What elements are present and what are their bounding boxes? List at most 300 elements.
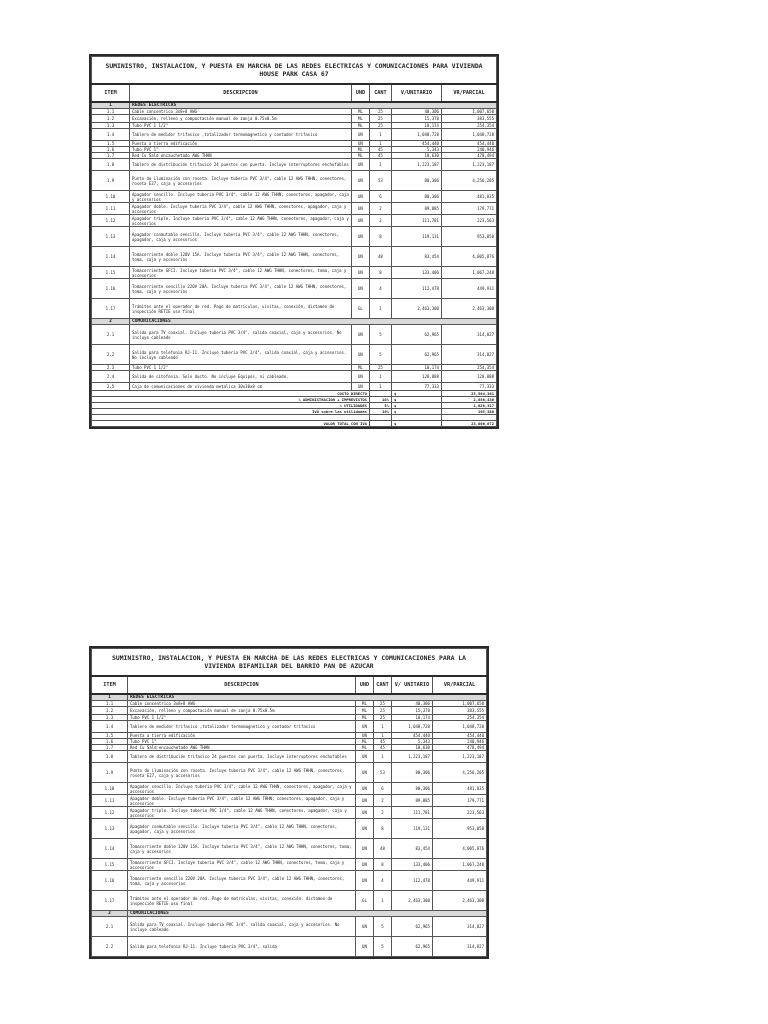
item-description: Punto de iluminación con roseta. Incluye tuberia PVC 3/4", cable 12 AWG THHN, conectores, roseta E27, caja y accesorios [130,171,352,191]
item-subtotal: 179,771 [432,795,486,807]
item-subtotal: 454,440 [432,733,486,739]
item-unit-price: 62,965 [391,917,432,937]
item-quantity: 8 [369,267,391,279]
item-number: 1.2 [92,115,130,123]
item-unit: UN [351,215,369,227]
table-row [92,191,497,203]
item-unit-price: 112,478 [391,279,441,299]
column-header-vparc: VR/PARCIAL [441,84,496,102]
sheet-title: SUMINISTRO, INSTALACION, Y PUESTA EN MARCHA DE LAS REDES ELECTRICAS Y COMUNICACIONES PARA LA VIVIENDA BIFAMILIAR DEL BARRIO PAN DE AZUCAR [92,649,487,677]
item-number: 1.15 [92,267,130,279]
table-row [92,267,497,279]
section-number: 1 [92,694,128,701]
item-description: Puesta a tierra edificación [128,733,356,739]
item-quantity: 5 [373,937,391,957]
item-description: Tubo PVC 1 1/2" [130,365,352,371]
item-unit-price: 10,174 [391,123,441,129]
item-number: 2.2 [92,937,128,957]
item-unit-price: 80,306 [391,763,432,783]
table-row [92,937,487,957]
item-unit-price: 15,378 [391,707,432,715]
item-description: Trámites ante el operador de red. Pago de matrículas, visitas, conexión, dictamen de inspección RETIE uso final [130,299,352,319]
item-subtotal: 4,005,876 [441,247,496,267]
totals-currency: $ [391,409,441,415]
item-unit-price: 133,406 [391,859,432,871]
item-number: 1.9 [92,171,130,191]
item-unit-price: 83,454 [391,839,432,859]
item-unit-price: 454,440 [391,141,441,147]
item-subtotal: 481,835 [441,191,496,203]
item-quantity: 1 [373,721,391,733]
item-unit-price: 10,174 [391,715,432,721]
item-description: Tomacorriente GFCI. Incluye tuberia PVC 3/4", cable 12 AWG THHN, conectores, toma, caja y accesorios [130,267,352,279]
item-unit-price: 10,630 [391,745,432,751]
item-description: Apagador triple. Incluye tuberia PVC 3/4", cable 12 AWG THHN, conectores, apagador, caja y accesorios [128,807,356,819]
item-quantity: 6 [373,783,391,795]
item-description: Tomacorriente doble 120V 15A. Incluye tuberia PVC 3/4", cable 12 AWG THHN, conectores, toma, caja y accesorios [130,247,352,267]
item-unit-price: 15,378 [391,115,441,123]
item-quantity: 45 [373,739,391,745]
item-quantity: 8 [373,859,391,871]
item-unit-price: 119,131 [391,227,441,247]
item-subtotal: 449,911 [432,871,486,891]
item-unit-price: 5,343 [391,147,441,153]
item-description: Punto de iluminación con roseta. Incluye tuberia PVC 3/4", cable 12 AWG THHN, conectores, roseta E27, caja y accesorios [128,763,356,783]
item-unit: ML [351,147,369,153]
item-subtotal: 223,563 [432,807,486,819]
table-row [92,707,487,715]
item-unit: UN [351,279,369,299]
item-quantity: 53 [369,171,391,191]
item-description: Tubo PVC 1 1/2" [130,123,352,129]
title-row [92,57,497,85]
item-subtotal: 1,048,728 [441,129,496,141]
item-unit: GL [351,299,369,319]
item-number: 1.3 [92,715,128,721]
item-description: Tablero de medidor trifasico ,totalizador termomagnetico y contador trifasico [130,129,352,141]
item-quantity: 1 [369,159,391,171]
totals-currency: $ [391,391,441,397]
item-unit: UN [355,733,373,739]
table-row [92,859,487,871]
item-unit-price: 80,306 [391,191,441,203]
item-number: 1.2 [92,707,128,715]
item-number: 1.16 [92,279,130,299]
item-unit: ML [355,701,373,707]
item-description: Excavación, relleno y compactación manual de zanja 0.75x0.5m [128,707,356,715]
table-row [92,129,497,141]
item-unit: UN [355,783,373,795]
column-header-und: UND [351,84,369,102]
item-unit: UN [355,819,373,839]
item-description: Trámites ante el operador de red. Pago de matrículas, visitas, conexión, dictamen de inspección RETIE uso final [128,891,356,911]
item-number: 1.10 [92,783,128,795]
item-quantity: 1 [369,141,391,147]
item-description: Tomacorriente sencillo 220V 20A. Incluye tuberia PVC 3/4", cable 12 AWG THHN, conectores, toma, caja y accesorios [128,871,356,891]
item-unit-price: 77,333 [391,383,441,391]
table-row [92,345,497,365]
column-header-cant: CANT [373,676,391,694]
item-subtotal: 1,007,650 [432,701,486,707]
item-unit-price: 62,965 [391,325,441,345]
table-row [92,159,497,171]
sheet-title: SUMINISTRO, INSTALACION, Y PUESTA EN MARCHA DE LAS REDES ELECTRICAS Y COMUNICACIONES PARA VIVIENDA HOUSE PARK CASA 67 [92,57,497,85]
item-description: Tomacorriente sencillo 220V 20A. Incluye tuberia PVC 3/4", cable 12 AWG THHN, conectores, toma, caja y accesorios [130,279,352,299]
item-number: 1.7 [92,745,128,751]
item-number: 2.5 [92,383,130,391]
table-row [92,839,487,859]
item-subtotal: 2,463,300 [441,299,496,319]
header-row [92,84,497,102]
table-row [92,783,487,795]
item-subtotal: 478,494 [441,153,496,159]
item-quantity: 25 [369,115,391,123]
item-quantity: 1 [373,733,391,739]
item-number: 1.6 [92,147,130,153]
budget-sheet-1 [89,54,499,429]
item-number: 2.1 [92,917,128,937]
item-unit: UN [351,141,369,147]
item-description: Apagador triple. Incluye tuberia PVC 3/4", cable 12 AWG THHN, conectores, apagador, caja y accesorios [130,215,352,227]
totals-percent: 5% [369,403,391,409]
item-description: Tomacorriente GFCI. Incluye tuberia PVC 3/4", cable 12 AWG THHN, conectores, toma, caja y accesorios [128,859,356,871]
item-number: 2.2 [92,345,130,365]
item-description: Salida para TV coaxial. Incluye tuberia PVC 3/4", salida coaxial, caja y accesorios. No incluye cableado [130,325,352,345]
item-unit-price: 133,406 [391,267,441,279]
item-quantity: 25 [373,715,391,721]
item-unit-price: 119,131 [391,819,432,839]
table-row [92,325,497,345]
item-description: Salida para TV coaxial. Incluye tuberia PVC 3/4", salida coaxial, caja y accesorios. No incluye cableado [128,917,356,937]
item-number: 1.14 [92,839,128,859]
item-subtotal: 240,946 [432,739,486,745]
item-unit-price: 128,888 [391,371,441,383]
item-unit-price: 5,343 [391,739,432,745]
item-unit-price: 80,306 [391,171,441,191]
item-description: Red Cu Sald encauchetado AWG THHN [128,745,356,751]
item-subtotal: 383,555 [441,115,496,123]
header-row [92,676,487,694]
item-unit: UN [355,721,373,733]
item-number: 2.4 [92,371,130,383]
item-unit: UN [351,191,369,203]
table-row [92,171,497,191]
totals-percent: 10% [369,397,391,403]
item-unit: ML [355,739,373,745]
item-unit-price: 2,463,300 [391,299,441,319]
item-quantity: 4 [369,279,391,299]
column-header-desc: DESCRIPCION [128,676,356,694]
item-description: Cable concentrico 3x8+8 AWG [128,701,356,707]
item-unit-price: 83,454 [391,247,441,267]
item-number: 1.12 [92,807,128,819]
item-unit-price: 1,223,187 [391,159,441,171]
table-row [92,371,497,383]
item-number: 2.1 [92,325,130,345]
totals-label: VALOR TOTAL CON IVA [92,421,370,427]
item-quantity: 2 [369,203,391,215]
item-number: 2.3 [92,365,130,371]
item-subtotal: 254,354 [441,365,496,371]
column-header-cant: CANT [369,84,391,102]
item-number: 1.15 [92,859,128,871]
item-number: 1.3 [92,123,130,129]
item-unit-price: 10,630 [391,153,441,159]
item-subtotal: 4,256,205 [441,171,496,191]
table-row [92,203,497,215]
item-number: 1.14 [92,247,130,267]
item-number: 1.11 [92,795,128,807]
table-row [92,871,487,891]
item-number: 1.4 [92,129,130,141]
item-number: 1.1 [92,109,130,115]
item-quantity: 1 [369,371,391,383]
table-row [92,819,487,839]
item-number: 1.4 [92,721,128,733]
item-quantity: 25 [369,109,391,115]
item-quantity: 45 [369,153,391,159]
item-quantity: 2 [373,795,391,807]
item-unit: UN [355,917,373,937]
item-unit: UN [351,159,369,171]
item-quantity: 25 [369,365,391,371]
column-header-vparc: VR/PARCIAL [432,676,486,694]
item-quantity: 48 [373,839,391,859]
item-unit-price: 1,223,187 [391,751,432,763]
item-description: Tubo PVC 1" [130,147,352,153]
item-quantity: 45 [369,147,391,153]
item-subtotal: 953,050 [432,819,486,839]
item-quantity: 2 [369,215,391,227]
item-subtotal: 314,827 [441,325,496,345]
column-header-desc: DESCRIPCION [130,84,352,102]
item-unit-price: 62,965 [391,345,441,365]
item-description: Salida para telefonia RJ-11. Incluye tuberia PVC 3/4", salida coaxial, caja y accesorios. No incluye cableado [130,345,352,365]
item-unit: UN [351,345,369,365]
item-subtotal: 254,354 [432,715,486,721]
table-row [92,115,497,123]
item-number: 1.16 [92,871,128,891]
item-unit-price: 1,048,728 [391,721,432,733]
item-unit-price: 40,306 [391,109,441,115]
item-unit: UN [351,371,369,383]
item-subtotal: 1,048,728 [432,721,486,733]
item-unit: UN [351,129,369,141]
item-quantity: 1 [369,129,391,141]
item-unit: ML [355,715,373,721]
item-description: Apagador conmutable sencillo. Incluye tuberia PVC 3/4", cable 12 AWG THHN, conectores, apagador, caja y accesorios [130,227,352,247]
item-unit-price: 112,478 [391,871,432,891]
column-header-item: ITEM [92,676,128,694]
item-description: Caja de comunicaciones de vivienda metalica 30x30x8 cm [130,383,352,391]
item-quantity: 53 [373,763,391,783]
item-unit-price: 62,965 [391,937,432,957]
item-subtotal: 1,067,248 [432,859,486,871]
item-description: Puesta a tierra edificación [130,141,352,147]
item-number: 1.13 [92,227,130,247]
totals-percent: 19% [369,409,391,415]
item-unit-price: 89,885 [391,203,441,215]
item-quantity: 5 [369,325,391,345]
budget-table [91,56,497,427]
item-description: Apagador sencillo. Incluye tuberia PVC 3/4", cable 12 AWG THHN, conectores, apagador, caja y accesorios [130,191,352,203]
section-number: 2 [92,319,130,325]
item-subtotal: 1,223,187 [441,159,496,171]
item-unit: UN [355,937,373,957]
table-row [92,383,497,391]
item-unit: UN [355,839,373,859]
item-unit: UN [351,171,369,191]
item-number: 1.9 [92,763,128,783]
item-subtotal: 481,835 [432,783,486,795]
title-row [92,649,487,677]
item-unit-price: 111,781 [391,807,432,819]
item-unit-price: 10,174 [391,365,441,371]
item-number: 1.13 [92,819,128,839]
item-unit: GL [355,891,373,911]
table-row [92,227,497,247]
section-label: COMUNICACIONES [128,911,487,917]
totals-currency: $ [391,397,441,403]
item-unit: ML [355,707,373,715]
item-unit: ML [351,115,369,123]
totals-label: IVA sobre las utilidades [92,409,370,415]
table-row [92,721,487,733]
budget-table [91,648,487,957]
item-quantity: 45 [373,745,391,751]
item-subtotal: 454,440 [441,141,496,147]
item-description: Apagador doble. Incluye tuberia PVC 3/4", cable 12 AWG THHN, conectores, apagador, caja y accesorios [128,795,356,807]
item-quantity: 25 [373,707,391,715]
item-number: 1.10 [92,191,130,203]
totals-value: 1,028,317 [441,403,496,409]
totals-currency: $ [391,421,441,427]
table-row [92,917,487,937]
item-unit-price: 1,048,728 [391,129,441,141]
item-unit: ML [351,109,369,115]
item-unit: UN [355,751,373,763]
item-unit: UN [351,227,369,247]
item-unit-price: 40,306 [391,701,432,707]
item-unit: UN [351,267,369,279]
column-header-item: ITEM [92,84,130,102]
item-subtotal: 4,005,876 [432,839,486,859]
table-row [92,763,487,783]
item-unit-price: 80,306 [391,783,432,795]
item-number: 1.7 [92,153,130,159]
item-quantity: 8 [369,227,391,247]
item-description: Tomacorriente doble 120V 15A. Incluye tuberia PVC 3/4", cable 12 AWG THHN, conectores, toma, caja y accesorios [128,839,356,859]
item-unit: UN [351,247,369,267]
section-label: REDES ELECTRICAS [128,694,487,701]
item-subtotal: 77,333 [441,383,496,391]
item-unit-price: 111,781 [391,215,441,227]
table-row [92,299,497,319]
item-subtotal: 4,256,205 [432,763,486,783]
item-quantity: 6 [369,191,391,203]
item-number: 1.8 [92,159,130,171]
item-subtotal: 314,827 [441,345,496,365]
section-label: COMUNICACIONES [130,319,497,325]
item-subtotal: 254,354 [441,123,496,129]
table-row [92,807,487,819]
totals-row [92,421,497,427]
table-row [92,795,487,807]
item-number: 1.5 [92,141,130,147]
item-unit-price: 89,885 [391,795,432,807]
item-subtotal: 240,946 [441,147,496,153]
item-description: Apagador doble. Incluye tuberia PVC 3/4", cable 12 AWG THHN, conectores, apagador, caja y accesorios [130,203,352,215]
item-quantity: 48 [369,247,391,267]
item-unit: UN [355,763,373,783]
item-number: 1.8 [92,751,128,763]
item-description: Salida de citofonía. Solo ducto. No incluye Equipos, ni cableado. [130,371,352,383]
totals-label: COSTO DIRECTO [92,391,370,397]
item-unit: UN [355,871,373,891]
item-description: Tablero de distribución trifasico 24 puestos con puerta. Incluye interruptores enchufables [130,159,352,171]
item-number: 1.6 [92,739,128,745]
item-quantity: 2 [373,807,391,819]
item-description: Tablero de medidor trifasico ,totalizador termomagnetico y contador trifasico [128,721,356,733]
item-subtotal: 223,563 [441,215,496,227]
item-unit: UN [351,383,369,391]
item-unit: ML [351,365,369,371]
item-quantity: 25 [369,123,391,129]
item-quantity: 8 [373,819,391,839]
item-quantity: 4 [373,871,391,891]
section-number: 1 [92,102,130,109]
item-description: Tablero de distribución trifasico 24 puestos con puerta. Incluye interruptores enchufables [128,751,356,763]
totals-value: 195,380 [441,409,496,415]
totals-value: 2,056,436 [441,397,496,403]
item-unit: UN [351,325,369,345]
section-number: 2 [92,911,128,917]
item-number: 1.17 [92,891,128,911]
table-row [92,751,487,763]
item-unit: UN [355,795,373,807]
item-subtotal: 449,911 [441,279,496,299]
column-header-vunit: V/UNITARIO [391,84,441,102]
item-number: 1.12 [92,215,130,227]
item-quantity: 5 [373,917,391,937]
item-subtotal: 383,555 [432,707,486,715]
item-subtotal: 1,007,650 [441,109,496,115]
budget-sheet-2 [89,646,489,959]
table-row [92,247,497,267]
item-unit: ML [351,153,369,159]
totals-currency: $ [391,403,441,409]
item-number: 1.5 [92,733,128,739]
item-unit: UN [355,807,373,819]
item-unit: ML [351,123,369,129]
item-description: Salida para telefonia RJ-11. Incluye tuberia PVC 3/4", salida [128,937,356,957]
table-row [92,891,487,911]
item-unit-price: 454,440 [391,733,432,739]
item-unit: UN [351,203,369,215]
item-quantity: 5 [369,345,391,365]
column-header-vunit: V/ UNITARIO [391,676,432,694]
item-subtotal: 179,771 [441,203,496,215]
totals-percent [369,421,391,427]
item-number: 1.1 [92,701,128,707]
section-label: REDES ELECTRICAS [130,102,497,109]
item-subtotal: 478,494 [432,745,486,751]
item-quantity: 1 [373,891,391,911]
item-quantity: 1 [373,751,391,763]
item-subtotal: 314,827 [432,937,486,957]
item-unit-price: 2,463,300 [391,891,432,911]
totals-value: 25,564,361 [441,391,496,397]
